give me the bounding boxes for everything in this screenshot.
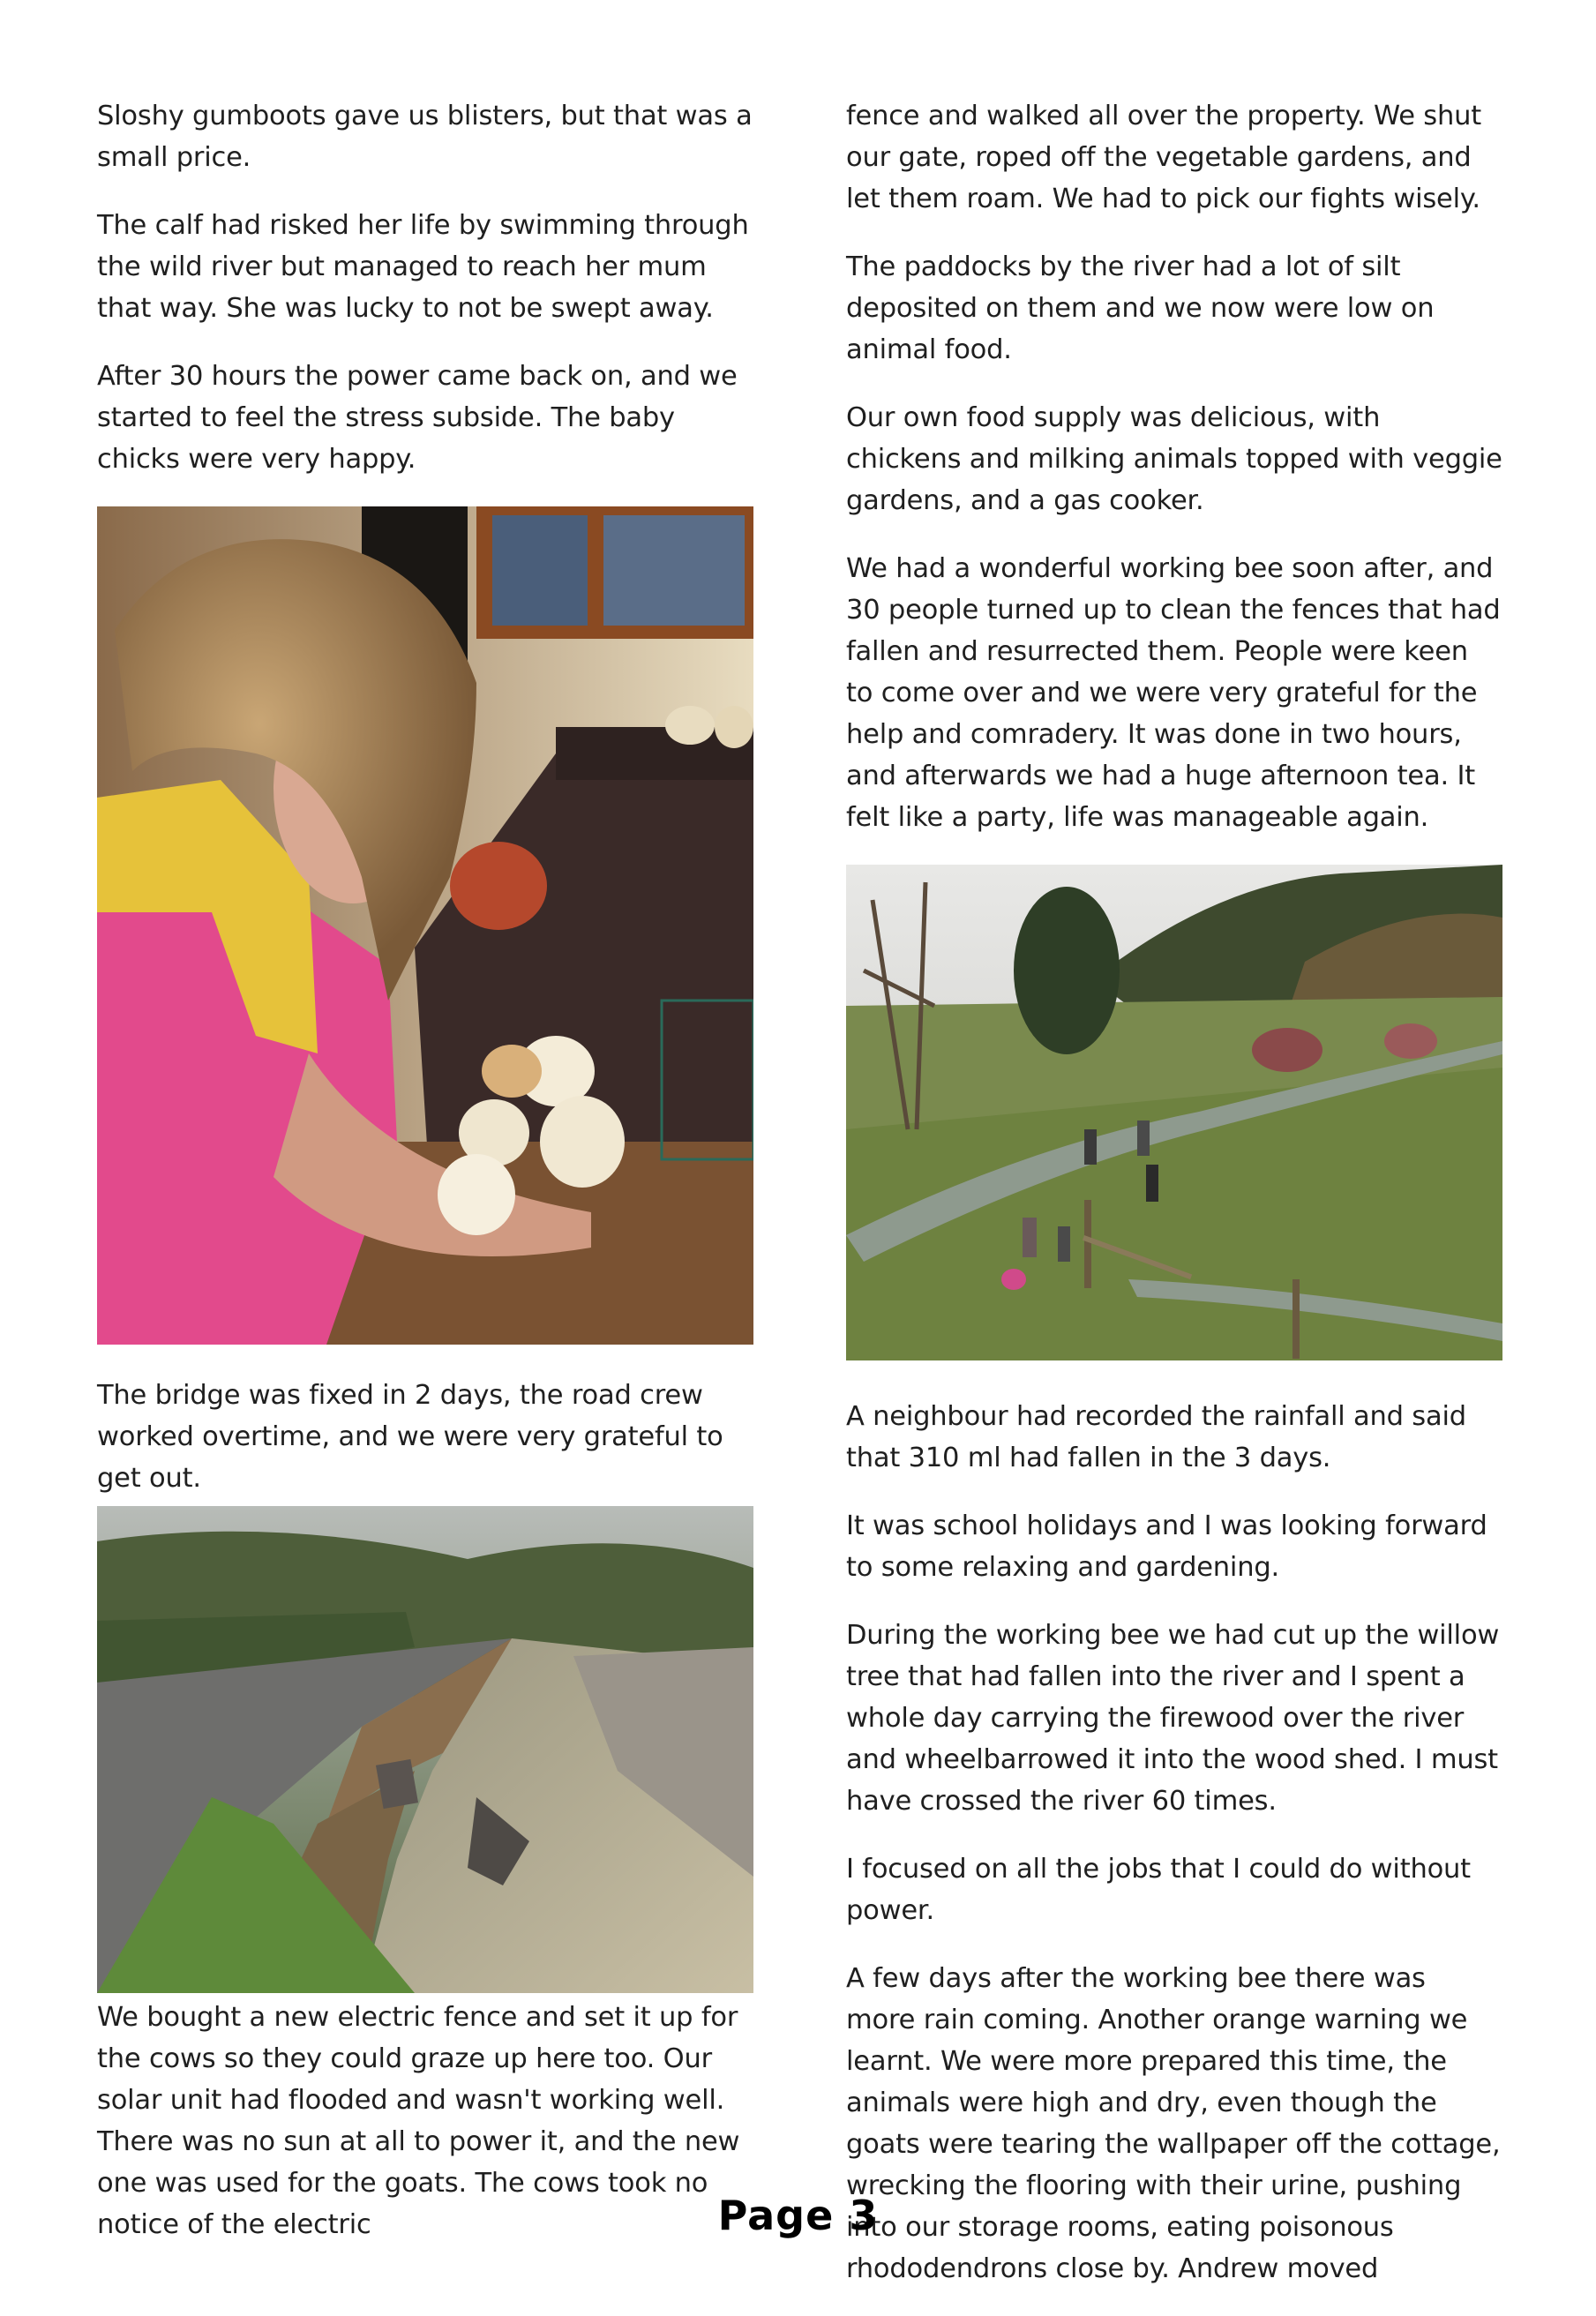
paragraph: fence and walked all over the property. We shut our gate, roped off the vegetable gardens, and let them roam. We had to pick our fights wisely.: [846, 101, 1481, 214]
paragraph: Sloshy gumboots gave us blisters, but that was a small price.: [97, 101, 753, 173]
page-number: Page 3: [717, 2192, 879, 2239]
paragraph: It was school holidays and I was looking forward to some relaxing and gardening.: [846, 1510, 1487, 1583]
paragraph: We had a wonderful working bee soon after, and 30 people turned up to clean the fences that had fallen and resurrected them. People were keen to come over and we were very grateful for the help and comradery. It was done in two hours, and afterwards we had a huge afternoon tea. It felt like a party, life was manageable again.: [846, 553, 1501, 833]
photo-working-bee-fence: [846, 865, 1502, 1360]
paragraph: Our own food supply was delicious, with chickens and milking animals topped with veggie gardens, and a gas cooker.: [846, 402, 1502, 516]
paragraph: After 30 hours the power came back on, and we started to feel the stress subside. The baby chicks were very happy.: [97, 361, 738, 475]
paragraph: We bought a new electric fence and set it up for the cows so they could graze up here too. Our solar unit had flooded and wasn't working well. There was no sun at all to power it, and the new one was used for the goats. The cows took no notice of the electric: [97, 2002, 740, 2240]
right-column: [846, 95, 1502, 2316]
paragraph: I focused on all the jobs that I could do without power.: [846, 1854, 1471, 1926]
paragraph: A few days after the working bee there was more rain coming. Another orange warning we learnt. We were more prepared this time, the animals were high and dry, even though the goats were tearing the wallpaper off the cottage, wrecking the flooring with their urine, pushing into our storage rooms, eating poisonous rhododendrons close by. Andrew moved: [846, 1963, 1501, 2284]
paragraph: A neighbour had recorded the rainfall and said that 310 ml had fallen in the 3 days.: [846, 1401, 1466, 1473]
photo-caption: The bridge was fixed in 2 days, the road crew worked overtime, and we were very grateful to get out.: [97, 1380, 723, 1494]
paragraph: During the working bee we had cut up the willow tree that had fallen into the river and I spent a whole day carrying the firewood over the river and wheelbarrowed it into the wood shed. I must have crossed the river 60 times.: [846, 1620, 1500, 1817]
left-column: [97, 95, 753, 2272]
paragraph: The paddocks by the river had a lot of silt deposited on them and we now were low on animal food.: [846, 251, 1435, 365]
paragraph: The calf had risked her life by swimming through the wild river but managed to reach her mum that way. She was lucky to not be swept away.: [97, 210, 749, 324]
photo-woman-with-chicks: [97, 506, 753, 1345]
photo-washed-out-road: [97, 1506, 753, 1993]
